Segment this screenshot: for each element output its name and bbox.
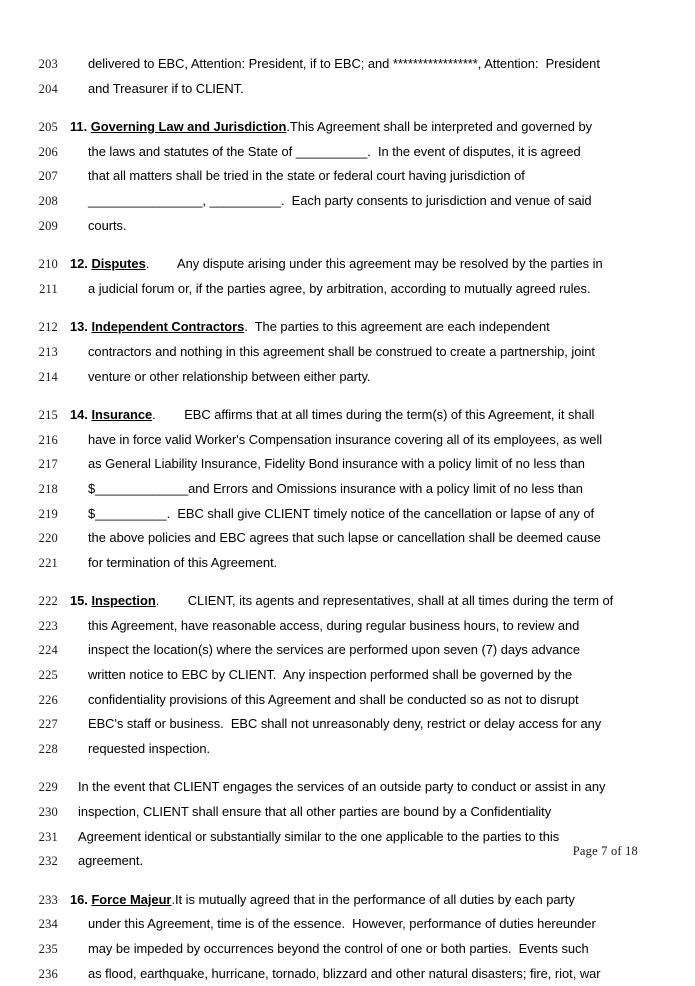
line-text: [58, 712, 695, 737]
document-line: [0, 164, 695, 189]
line-number: 211: [39, 281, 58, 296]
clause-number: 14.: [70, 407, 88, 423]
line-text: [58, 502, 695, 527]
line-body-text: have in force valid Worker's Compensation insurance covering all of its employees, as well: [88, 431, 603, 447]
line-number: 223: [38, 618, 58, 633]
clause-title: Disputes: [91, 256, 146, 272]
line-number: 209: [38, 218, 58, 233]
document-line: [0, 77, 695, 102]
line-text: [58, 365, 695, 390]
line-body-text: may be impeded by occurrences beyond the control of one or both parties. Events such: [88, 941, 589, 956]
line-text: [58, 937, 695, 962]
line-text: [58, 589, 695, 614]
document-line: [0, 912, 695, 937]
line-text: [58, 551, 695, 576]
document-line: [0, 115, 695, 140]
document-line: [0, 403, 695, 428]
line-body-text: written notice to EBC by CLIENT. Any inspection performed shall be governed by the: [88, 667, 573, 683]
paragraph-spacer: [0, 238, 695, 252]
document-line: [0, 189, 695, 214]
document-line: [0, 428, 695, 453]
line-text: [58, 140, 695, 165]
line-number: 204: [38, 81, 58, 96]
line-text: [58, 452, 695, 477]
page-footer: Page 7 of 18: [572, 844, 638, 858]
line-number: 231: [38, 829, 58, 844]
paragraph-spacer: [0, 101, 695, 115]
line-number: 227: [38, 717, 58, 732]
line-text: [58, 800, 695, 825]
paragraph-spacer: [0, 761, 695, 775]
document-line: [0, 712, 695, 737]
line-number: 232: [38, 854, 58, 869]
document-line: [0, 477, 695, 502]
line-number: 213: [38, 344, 58, 359]
line-body-text: requested inspection.: [88, 740, 211, 756]
line-body-text: delivered to EBC, Attention: President, if to EBC; and *****************, Attention: President: [88, 56, 600, 71]
document-line: [0, 452, 695, 477]
line-body-text: the above policies and EBC agrees that such lapse or cancellation shall be deemed cause: [88, 530, 601, 546]
line-text: [58, 614, 695, 639]
line-body-text: inspection, CLIENT shall ensure that all other parties are bound by a Confidentiality: [78, 804, 552, 820]
line-number: 230: [38, 805, 58, 820]
line-body-text: as General Liability Insurance, Fidelity Bond insurance with a policy limit of no less than: [88, 456, 585, 472]
line-text: [58, 115, 695, 140]
line-text: [58, 688, 695, 713]
line-number: 215: [38, 408, 58, 423]
line-number: 224: [38, 643, 58, 658]
line-body-text: and Treasurer if to CLIENT.: [88, 80, 244, 96]
line-number: 235: [38, 942, 58, 956]
line-number: 219: [38, 506, 58, 521]
document-line: [0, 737, 695, 762]
document-line: [0, 888, 695, 913]
line-text: [58, 477, 695, 502]
paragraph-spacer: [0, 575, 695, 589]
line-body-text: agreement.: [78, 853, 144, 869]
document-line: [0, 365, 695, 390]
line-body-text: this Agreement, have reasonable access, during regular business hours, to review and: [88, 617, 580, 633]
document-line: [0, 277, 695, 302]
line-number: 208: [38, 193, 58, 208]
clause-number: 15.: [70, 593, 88, 609]
line-body-text: .This Agreement shall be interpreted and governed by: [286, 119, 593, 135]
document-line: [0, 589, 695, 614]
line-body-text: EBC's staff or business. EBC shall not unreasonably deny, restrict or delay access for any: [88, 716, 602, 732]
paragraph-spacer: [0, 389, 695, 403]
document-line: [0, 502, 695, 527]
clause-title: Force Majeur: [91, 891, 172, 907]
line-number: 207: [38, 169, 58, 184]
clause-number: 12.: [70, 256, 88, 272]
line-body-text: contractors and nothing in this agreement shall be construed to create a partnership, joint: [88, 343, 595, 359]
line-body-text: .It is mutually agreed that in the performance of all duties by each party: [171, 891, 575, 907]
line-body-text: ________________, __________. Each party consents to jurisdiction and venue of said: [88, 192, 592, 208]
line-text: [58, 214, 695, 239]
line-number: 234: [38, 917, 58, 932]
clause-title: Independent Contractors: [91, 319, 245, 335]
line-body-text: courts.: [88, 217, 127, 233]
line-number: 222: [38, 594, 58, 609]
line-number: 228: [38, 741, 58, 756]
line-number: 226: [38, 692, 58, 707]
line-body-text: confidentiality provisions of this Agreement and shall be conducted so as not to disrupt: [88, 691, 579, 707]
line-body-text: as flood, earthquake, hurricane, tornado, blizzard and other natural disasters; fire, riot, war: [88, 965, 601, 981]
document-line: [0, 937, 695, 962]
document-line: [0, 638, 695, 663]
line-number: 210: [38, 257, 58, 272]
line-body-text: inspect the location(s) where the services are performed upon seven (7) days advance: [88, 642, 581, 658]
line-number: 216: [38, 432, 58, 447]
line-number: 217: [38, 457, 58, 472]
line-number: 221: [38, 555, 58, 570]
line-body-text: . EBC affirms that at all times during the term(s) of this Agreement, it shall: [152, 407, 595, 423]
document-line: [0, 526, 695, 551]
line-number: 218: [38, 481, 58, 496]
line-text: [58, 737, 695, 762]
line-number: 212: [38, 320, 58, 335]
line-text: [58, 189, 695, 214]
clause-number: 13.: [70, 319, 88, 335]
line-text: [58, 77, 695, 102]
document-line: [0, 800, 695, 825]
line-text: [58, 888, 695, 913]
paragraph-spacer: [0, 301, 695, 315]
line-number: 205: [38, 120, 58, 135]
document-line: [0, 315, 695, 340]
line-text: [58, 403, 695, 428]
document-line: [0, 775, 695, 800]
line-number: 220: [38, 531, 58, 546]
paragraph-spacer: [0, 874, 695, 888]
line-number: 225: [38, 668, 58, 683]
line-body-text: . CLIENT, its agents and representatives, shall at all times during the term of: [155, 593, 614, 609]
document-line: [0, 688, 695, 713]
line-body-text: In the event that CLIENT engages the services of an outside party to conduct or assist in any: [78, 779, 606, 795]
document-line: [0, 551, 695, 576]
clause-title: Governing Law and Jurisdiction: [90, 119, 287, 135]
line-number: 214: [38, 369, 58, 384]
line-body-text: under this Agreement, time is of the essence. However, performance of duties hereunder: [88, 916, 596, 932]
document-line: [0, 663, 695, 688]
line-text: [58, 164, 695, 189]
line-body-text: $__________. EBC shall give CLIENT timely notice of the cancellation or lapse of any of: [88, 505, 595, 521]
line-text: [58, 638, 695, 663]
line-text: [58, 340, 695, 365]
line-body-text: that all matters shall be tried in the state or federal court having jurisdiction of: [88, 168, 525, 184]
line-text: [58, 912, 695, 937]
line-body-text: a judicial forum or, if the parties agree, by arbitration, according to mutually agreed rules.: [88, 280, 591, 296]
line-text: [58, 428, 695, 453]
document-line: [0, 140, 695, 165]
document-line: [0, 340, 695, 365]
line-text: [58, 526, 695, 551]
document-line: [0, 962, 695, 986]
line-body-text: . Any dispute arising under this agreement may be resolved by the parties in: [145, 256, 603, 272]
clause-number: 11.: [70, 119, 88, 135]
line-body-text: $_____________and Errors and Omissions insurance with a policy limit of no less than: [88, 480, 583, 496]
line-number: 229: [38, 780, 58, 795]
line-text: [58, 252, 695, 277]
document-line: [0, 614, 695, 639]
clause-title: Insurance: [91, 407, 153, 423]
document-line: [0, 214, 695, 239]
line-body-text: venture or other relationship between either party.: [88, 368, 371, 384]
line-number: 206: [38, 144, 58, 159]
line-body-text: Agreement identical or substantially similar to the one applicable to the parties to this: [78, 828, 560, 844]
line-number: 233: [38, 892, 58, 907]
line-text: [58, 962, 695, 986]
clause-number: 16.: [70, 891, 88, 907]
line-body-text: . The parties to this agreement are each independent: [244, 319, 550, 335]
line-text: [58, 663, 695, 688]
document-line: [0, 252, 695, 277]
line-number: 236: [38, 966, 58, 981]
line-number: 203: [38, 57, 58, 71]
line-body-text: the laws and statutes of the State of __________. In the event of disputes, it is agreed: [88, 143, 581, 159]
line-text: [58, 315, 695, 340]
line-text: [58, 277, 695, 302]
document-line: [0, 52, 695, 77]
line-body-text: for termination of this Agreement.: [88, 554, 278, 570]
line-text: [58, 775, 695, 800]
line-text: [58, 52, 695, 77]
clause-title: Inspection: [91, 593, 156, 609]
